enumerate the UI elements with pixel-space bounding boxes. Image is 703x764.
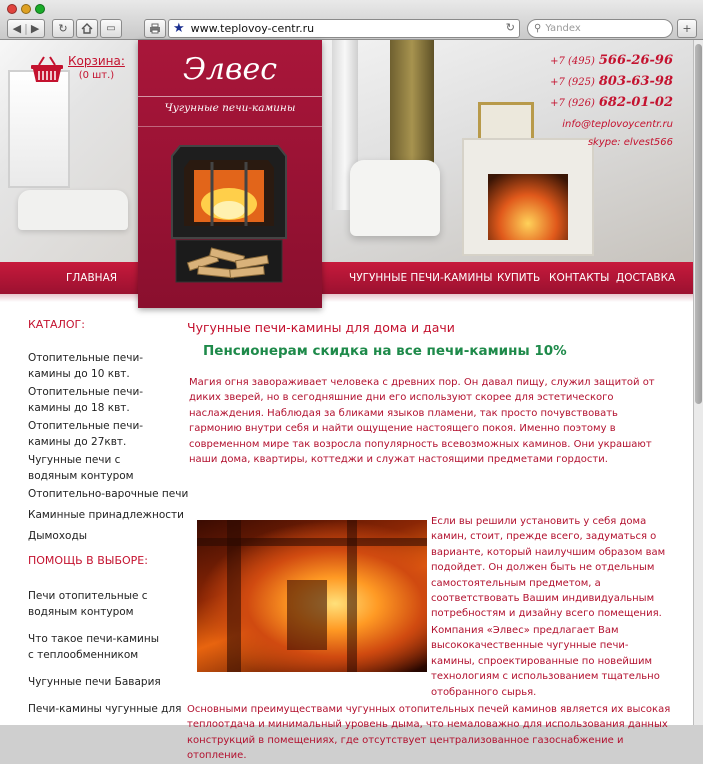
help-link[interactable]: Печи-камины чугунные для: [28, 703, 182, 715]
help-link[interactable]: Что такое печи-камины с теплообменником: [28, 633, 160, 661]
text-line: камины, спроектированные по новейшим: [431, 655, 653, 667]
phone-line: [550, 93, 673, 114]
text-line: теплоотдача и минимальный уровень дыма, что немаловажно для использования данных: [187, 719, 668, 731]
bookmarks-button[interactable]: [100, 19, 122, 38]
phone-number[interactable]: 566-26-96: [598, 53, 673, 68]
catalog-link[interactable]: Чугунные печи с водяным контуром: [28, 454, 134, 482]
email-link[interactable]: info@teplovoycentr.ru: [562, 119, 673, 130]
cart-text: [68, 54, 125, 84]
home-icon: [81, 23, 93, 34]
search-field[interactable]: [527, 19, 673, 38]
side-paragraph-2: [431, 623, 681, 700]
text-line: гармонию внутри себя и найти ощущение настоящего покоя. Именно поэтому в: [189, 423, 616, 435]
divider: [138, 96, 322, 97]
nav-bar-shadow: [0, 294, 693, 302]
fire-image: [488, 174, 568, 240]
skype-text: skype: elvest566: [587, 137, 673, 148]
text-line: наши дома, квартиры, коттеджи и служат настоящими предметами гордости.: [189, 454, 608, 466]
catalog-link[interactable]: Дымоходы: [28, 530, 88, 542]
fireplace-image: [462, 138, 594, 256]
address-bar[interactable]: [168, 19, 520, 38]
text-line: высококачественные чугунные печи-: [431, 640, 629, 652]
phone-number[interactable]: 682-01-02: [598, 95, 673, 110]
nav-buy[interactable]: КУПИТЬ: [497, 272, 541, 284]
cart-link[interactable]: Корзина:: [68, 54, 125, 68]
minimize-window-button[interactable]: [21, 4, 31, 14]
photo-detail: [287, 580, 327, 650]
bookmark-star-icon[interactable]: ★: [173, 21, 185, 36]
reload-button[interactable]: [52, 19, 74, 38]
nav-home[interactable]: ГЛАВНАЯ: [66, 272, 118, 284]
search-placeholder[interactable]: Yandex: [545, 23, 581, 34]
scrollbar-thumb[interactable]: [695, 44, 702, 404]
print-button[interactable]: [144, 19, 166, 38]
close-window-button[interactable]: [7, 4, 17, 14]
text-line: самостоятельным предметом, а: [431, 577, 601, 589]
catalog-link[interactable]: Отопительные печи-камины до 18 квт.: [28, 386, 144, 414]
book-icon: ▭: [106, 23, 116, 34]
brand-panel: [138, 40, 322, 308]
text-line: потребностям и дизайну всего помещения.: [431, 608, 662, 620]
intro-paragraph: [189, 375, 679, 467]
help-link[interactable]: Печи отопительные с водяным контуром: [28, 590, 148, 618]
catalog-link[interactable]: Каминные принадлежности: [28, 509, 184, 521]
printer-icon: [149, 23, 161, 34]
text-line: подойдет. Он должен быть не отдельным: [431, 562, 655, 574]
browser-toolbar: [0, 0, 703, 40]
phone-line: [550, 72, 673, 93]
sofa-image: [18, 190, 128, 230]
back-forward-button[interactable]: ◀ | ▶: [7, 19, 45, 38]
text-line: Основными преимуществами чугунных отопительных печей каминов является их высокая: [187, 704, 671, 715]
main-content: [187, 320, 685, 762]
phone-code: +7 (495): [550, 56, 595, 67]
nav-stoves[interactable]: ЧУГУННЫЕ ПЕЧИ-КАМИНЫ: [349, 272, 493, 284]
foundry-photo: [197, 520, 427, 672]
nav-delivery[interactable]: ДОСТАВКА: [616, 272, 676, 284]
promo-banner: Пенсионерам скидка на все печи-камины 10%: [203, 343, 567, 359]
bottom-paragraph: [187, 702, 682, 764]
side-paragraph-1: [431, 514, 681, 622]
text-line: наслаждения. Наблюдая за бликами языков пламени, так просто почувствовать: [189, 407, 618, 419]
cart-widget[interactable]: [30, 54, 125, 84]
help-link[interactable]: Чугунные печи Бавария: [28, 676, 161, 688]
catalog-heading: КАТАЛОГ:: [28, 318, 85, 331]
text-line: соответствовать Вашим индивидуальным: [431, 593, 655, 605]
nav-contacts[interactable]: КОНТАКТЫ: [549, 272, 610, 284]
text-line: Компания «Элвес» предлагает Вам: [431, 625, 619, 636]
back-arrow-icon[interactable]: ◀: [12, 22, 22, 35]
reload-icon: ↻: [58, 22, 68, 35]
text-line: диких зверей, но в сегодняшние дни его используют скорее для эстетического: [189, 392, 614, 404]
plus-icon: +: [682, 22, 692, 35]
add-tab-button[interactable]: [677, 19, 697, 38]
vertical-scrollbar[interactable]: [693, 40, 703, 725]
text-line: Если вы решили установить у себя дома: [431, 516, 647, 527]
phone-number[interactable]: 803-63-98: [598, 74, 673, 89]
text-line: конструкций в помещениях, где отсутствует централизованное газоснабжение и: [187, 734, 624, 746]
logo[interactable]: Элвес: [182, 52, 278, 87]
home-button[interactable]: [76, 19, 98, 38]
contact-block: [550, 51, 673, 150]
window-controls: [7, 4, 45, 14]
photo-detail: [197, 538, 427, 546]
text-line: современном мире так возросла популярность всевозможных каминов. Они украшают: [189, 438, 652, 450]
text-line: Магия огня завораживает человека с древних пор. Он давал пищу, служил защитой от: [189, 377, 655, 388]
text-line: отобранного сырья.: [431, 686, 537, 698]
phone-code: +7 (925): [550, 77, 595, 88]
forward-arrow-icon[interactable]: ▶: [30, 22, 40, 35]
stove-image: [170, 140, 288, 286]
catalog-link[interactable]: Отопительные печи-камины до 27квт.: [28, 420, 144, 448]
basket-icon[interactable]: [30, 54, 64, 84]
help-heading: ПОМОЩЬ В ВЫБОРЕ:: [28, 554, 148, 567]
text-line: варианте, который наилучшим образом вам: [431, 546, 666, 558]
slogan: Чугунные печи-камины: [164, 102, 296, 114]
armchair-image: [350, 160, 440, 236]
url-text[interactable]: www.teplovoy-centr.ru: [190, 22, 315, 35]
divider: [138, 126, 322, 127]
text-line: камин, стоит, прежде всего, задуматься о: [431, 531, 657, 543]
zoom-window-button[interactable]: [35, 4, 45, 14]
left-sidebar: [28, 318, 189, 715]
window-image: [8, 70, 70, 188]
phone-line: [550, 51, 673, 72]
catalog-link[interactable]: Отопительные печи-камины до 10 квт.: [28, 352, 144, 380]
phone-code: +7 (926): [550, 98, 595, 109]
page-title: Чугунные печи-камины для дома и дачи: [187, 320, 455, 335]
text-line: отопление.: [187, 750, 247, 762]
catalog-link[interactable]: Отопительно-варочные печи: [28, 488, 189, 500]
page-viewport: [0, 40, 693, 762]
search-icon: ⚲: [534, 23, 542, 34]
text-line: технологиям с использованием тщательно: [431, 671, 660, 683]
cart-count: (0 шт.): [78, 70, 115, 81]
site-header: [0, 40, 693, 302]
reload-icon[interactable]: ↻: [505, 21, 515, 34]
